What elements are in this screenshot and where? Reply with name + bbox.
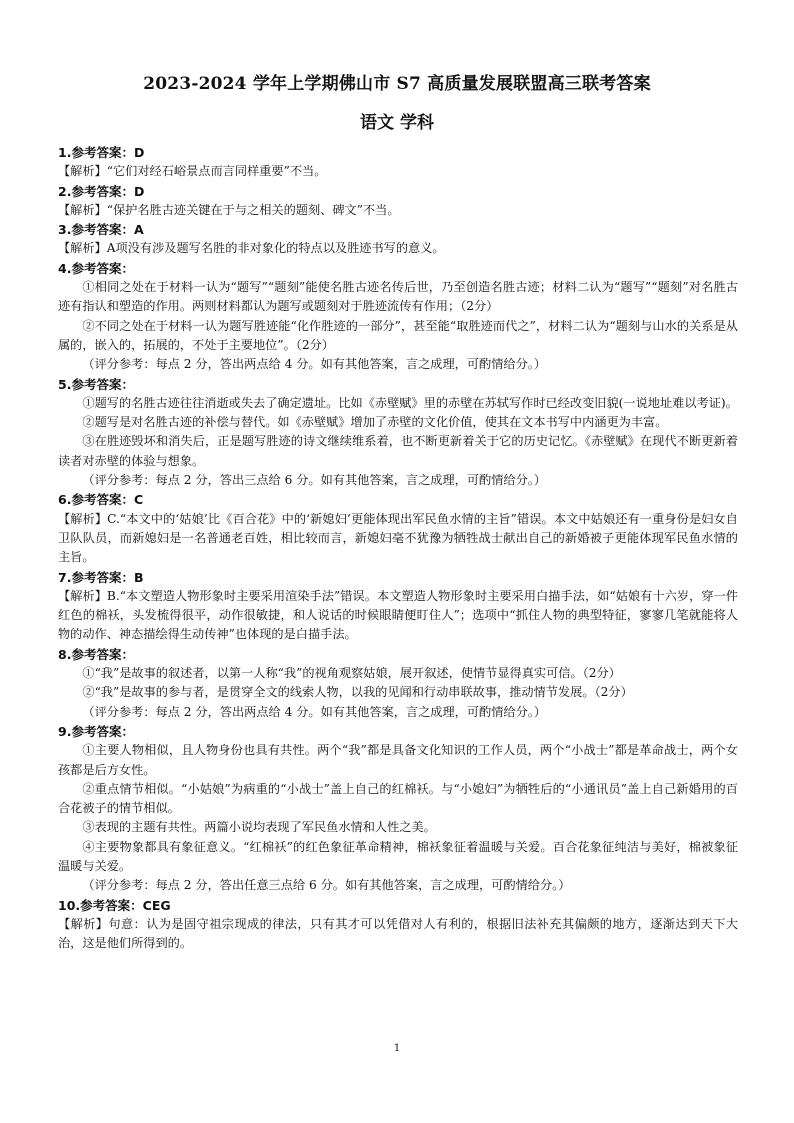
- q9-point-2: ②重点情节相似。“小姑娘”为病重的“小战士”盖上自己的红棉袄。与“小媳妇”为牺牲后的“小通讯员”盖上自己新婚用的百合花被子的情节相似。: [58, 781, 738, 816]
- q8-answer: 8.参考答案：: [58, 646, 134, 662]
- q1-analysis: 【解析】“它们对经石峪景点而言同样重要”不当。: [58, 164, 327, 179]
- q9-point-1: ①主要人物相似，且人物身份也具有共性。两个“我”都是具备文化知识的工作人员，两个“小战士”都是革命战士，两个女孩都是后方女性。: [58, 743, 738, 777]
- q7-answer: 7.参考答案：B: [58, 569, 144, 585]
- q5-scoring-note: （评分参考：每点 2 分，答出三点给 6 分。如有其他答案，言之成理，可酌情给分。）: [82, 473, 547, 488]
- answer-content: [58, 143, 738, 953]
- q3-answer: 3.参考答案：A: [58, 222, 144, 238]
- q4-answer: 4.参考答案：: [58, 260, 134, 276]
- q5-point-3: ③在胜迹毁坏和消失后，正是题写胜迹的诗文继续维系着，也不断更新着关于它的历史记忆。《赤壁赋》在现代不断更新着读者对赤壁的体验与想象。: [58, 434, 738, 468]
- q5-point-1: ①题写的名胜古迹往往消逝或失去了确定遗址。比如《赤壁赋》里的赤壁在苏轼写作时已经改变旧貌(一说地址难以考证)。: [82, 395, 738, 410]
- q10-analysis: 【解析】句意：认为是固守祖宗现成的律法，只有其才可以凭借对人有利的，根据旧法补充其偏颇的地方，逐渐达到天下大治，这是他们所得到的。: [58, 916, 738, 951]
- q4-scoring-note: （评分参考：每点 2 分，答出两点给 4 分。如有其他答案，言之成理，可酌情给分。）: [82, 357, 547, 372]
- q10-answer: 10.参考答案：CEG: [58, 897, 171, 913]
- q6-analysis: 【解析】C.“本文中的‘姑娘’比《百合花》中的‘新媳妇’更能体现出军民鱼水情的主旨”错误。本文中姑娘还有一重身份是妇女自卫队队员，而新媳妇是一名普通老百姓，相比较而言，新媳妇毫不犹豫为牺牲战士献出自己的新婚被子更能体现军民鱼水情的主旨。: [58, 511, 738, 565]
- q5-point-2: ②题写是对名胜古迹的补偿与替代。如《赤壁赋》增加了赤壁的文化价值，使其在文本书写中内涵更为丰富。: [82, 415, 668, 430]
- q8-point-2: ②“我”是故事的参与者，是贯穿全文的线索人物，以我的见闻和行动串联故事，推动情节发展。（2分）: [82, 685, 633, 700]
- q9-point-3: ③表现的主题有共性。两篇小说均表现了军民鱼水情和人性之美。: [82, 820, 436, 835]
- q9-answer: 9.参考答案：: [58, 723, 134, 739]
- q1-answer: 1.参考答案：D: [58, 145, 145, 160]
- q2-answer: 2.参考答案：D: [58, 183, 145, 199]
- page-number: 1: [393, 1043, 401, 1054]
- q9-scoring-note: （评分参考：每点 2 分，答出任意三点给 6 分。如有其他答案，言之成理，可酌情给分。）: [82, 878, 571, 893]
- q8-point-1: ①“我”是故事的叙述者，以第一人称“我”的视角观察姑娘，展开叙述，使情节显得真实可信。（2分）: [82, 666, 621, 681]
- q2-analysis: 【解析】“保护名胜古迹关键在于与之相关的题刻、碑文”不当。: [58, 202, 400, 217]
- q5-answer: 5.参考答案：: [58, 376, 134, 392]
- q6-answer: 6.参考答案：C: [58, 492, 144, 508]
- q8-scoring-note: （评分参考：每点 2 分，答出两点给 4 分。如有其他答案，言之成理，可酌情给分。）: [82, 704, 547, 719]
- q3-analysis: 【解析】A项没有涉及题写名胜的非对象化的特点以及胜迹书写的意义。: [58, 241, 445, 256]
- page-title: 2023-2024 学年上学期佛山市 S7 高质量发展联盟高三联考答案: [143, 74, 651, 94]
- q4-point-1: ①相同之处在于材料一认为“题写”“题刻”能使名胜古迹名传后世，乃至创造名胜古迹；材料二认为“题写”“题刻”对名胜古迹有指认和塑造的作用。两则材料都认为题写或题刻对于胜迹流传有作用；（2分）: [58, 280, 738, 314]
- q7-analysis: 【解析】B.“本文塑造人物形象时主要采用渲染手法”错误。本文塑造人物形象时主要采用白描手法，如“姑娘有十六岁，穿一件红色的棉袄，头发梳得很平，动作很敏捷，和人说话的时候眼睛便盯住人”；选项中“抓住人物的典型特征，寥寥几笔就能将人物的动作、神态描绘得生动传神”也体现的是白描手法。: [58, 588, 738, 642]
- q4-point-2: ②不同之处在于材料一认为题写胜迹能“化作胜迹的一部分”，甚至能“取胜迹而代之”，材料二认为“题刻与山水的关系是从属的，嵌入的，拓展的，不处于主要地位”。（2分）: [58, 318, 738, 352]
- page-subtitle: 语文 学科: [360, 113, 434, 133]
- q9-point-4: ④主要物象都具有象征意义。“红棉袄”的红色象征革命精神，棉袄象征着温暖与关爱。百合花象征纯洁与美好，棉被象征温暖与关爱。: [58, 839, 738, 873]
